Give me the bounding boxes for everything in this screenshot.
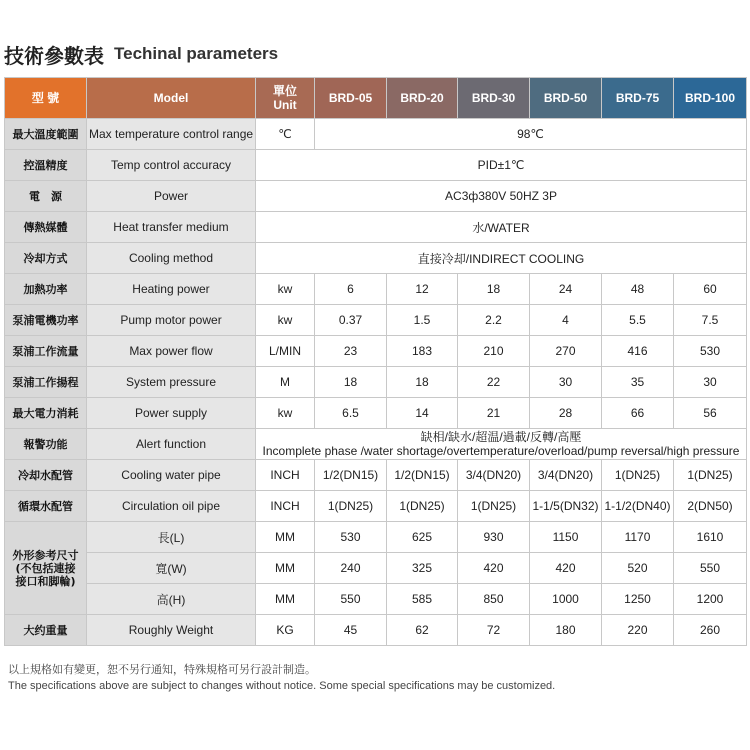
cell-value: 1000	[530, 584, 602, 615]
header-label: 型 號	[5, 78, 87, 119]
table-row	[5, 243, 747, 274]
table-row	[5, 429, 747, 460]
cell-value: 5.5	[602, 305, 674, 336]
header-unit	[256, 78, 315, 119]
cell-value: 1(DN25)	[458, 491, 530, 522]
row-unit: MM	[256, 553, 315, 584]
cell-value: 14	[387, 398, 458, 429]
page-title	[4, 40, 278, 68]
dims-label-line: 外形参考尺寸	[12, 548, 79, 562]
row-label: 加熱功率	[5, 274, 87, 305]
table-row	[5, 584, 747, 615]
cell-value: 6	[315, 274, 387, 305]
row-unit: ℃	[256, 119, 315, 150]
cell-value: 12	[387, 274, 458, 305]
alert-zh: 缺相/缺水/超温/過載/反轉/高壓	[420, 430, 582, 444]
cell-value: 220	[602, 615, 674, 646]
cell-value: 1170	[602, 522, 674, 553]
row-value: PID±1℃	[256, 150, 747, 181]
cell-value: 30	[674, 367, 747, 398]
header-unit-en: Unit	[273, 98, 297, 112]
cell-value: 23	[315, 336, 387, 367]
cell-value: 183	[387, 336, 458, 367]
row-name: Power	[87, 181, 256, 212]
row-label: 循環水配管	[5, 491, 87, 522]
cell-value: 550	[315, 584, 387, 615]
cell-value: 18	[458, 274, 530, 305]
row-name: 長(L)	[87, 522, 256, 553]
cell-value: 210	[458, 336, 530, 367]
cell-value: 1/2(DN15)	[315, 460, 387, 491]
title-zh: 技術參數表	[4, 43, 104, 68]
cell-value: 240	[315, 553, 387, 584]
cell-value: 7.5	[674, 305, 747, 336]
row-value: AC3ф380V 50HZ 3P	[256, 181, 747, 212]
header-model-5: BRD-75	[602, 78, 674, 119]
dims-label-line: 接口和脚輪)	[15, 574, 76, 588]
cell-value: 3/4(DN20)	[530, 460, 602, 491]
table-row	[5, 212, 747, 243]
cell-value: 416	[602, 336, 674, 367]
row-unit: L/MIN	[256, 336, 315, 367]
row-label: 最大電力消耗	[5, 398, 87, 429]
cell-value: 30	[530, 367, 602, 398]
cell-value: 850	[458, 584, 530, 615]
row-name: System pressure	[87, 367, 256, 398]
row-unit: MM	[256, 584, 315, 615]
table-row	[5, 398, 747, 429]
dims-label	[5, 522, 87, 615]
footer-zh: 以上規格如有變更，恕不另行通知，特殊規格可另行設計制造。	[8, 663, 316, 676]
header-model-1: BRD-05	[315, 78, 387, 119]
row-name: Alert function	[87, 429, 256, 460]
cell-value: 6.5	[315, 398, 387, 429]
row-label: 冷却方式	[5, 243, 87, 274]
row-name: Cooling method	[87, 243, 256, 274]
table-row	[5, 522, 747, 553]
alert-en: Incomplete phase /water shortage/overtemperature/overload/pump reversal/high pressure	[262, 444, 740, 458]
table-row	[5, 491, 747, 522]
cell-value: 45	[315, 615, 387, 646]
cell-value: 420	[458, 553, 530, 584]
row-unit: MM	[256, 522, 315, 553]
table-row	[5, 615, 747, 646]
header-unit-zh: 單位	[272, 84, 297, 98]
row-name: Temp control accuracy	[87, 150, 256, 181]
cell-value: 62	[387, 615, 458, 646]
header-row	[5, 78, 747, 119]
cell-value: 48	[602, 274, 674, 305]
cell-value: 24	[530, 274, 602, 305]
header-model-6: BRD-100	[674, 78, 747, 119]
spec-table	[4, 77, 747, 646]
row-name: 高(H)	[87, 584, 256, 615]
row-name: Power supply	[87, 398, 256, 429]
cell-value: 550	[674, 553, 747, 584]
cell-value: 1.5	[387, 305, 458, 336]
footer-en: The specifications above are subject to changes without notice. Some special specifications may be customized.	[8, 680, 556, 692]
table-row	[5, 119, 747, 150]
table-row	[5, 367, 747, 398]
cell-value: 35	[602, 367, 674, 398]
row-unit: INCH	[256, 491, 315, 522]
row-unit: kw	[256, 274, 315, 305]
cell-value: 270	[530, 336, 602, 367]
header-model-2: BRD-20	[387, 78, 458, 119]
table-row	[5, 305, 747, 336]
row-name: Roughly Weight	[87, 615, 256, 646]
row-label: 最大溫度範圍	[5, 119, 87, 150]
cell-value: 60	[674, 274, 747, 305]
cell-value: 18	[387, 367, 458, 398]
cell-value: 56	[674, 398, 747, 429]
cell-value: 520	[602, 553, 674, 584]
table-row	[5, 274, 747, 305]
row-name: Max power flow	[87, 336, 256, 367]
table-row	[5, 553, 747, 584]
cell-value: 1(DN25)	[387, 491, 458, 522]
dims-label-text	[7, 549, 84, 588]
row-name: Pump motor power	[87, 305, 256, 336]
row-name: 寬(W)	[87, 553, 256, 584]
cell-value: 3/4(DN20)	[458, 460, 530, 491]
cell-value: 21	[458, 398, 530, 429]
cell-value: 530	[674, 336, 747, 367]
cell-value: 585	[387, 584, 458, 615]
cell-value: 1-1/5(DN32)	[530, 491, 602, 522]
row-unit: INCH	[256, 460, 315, 491]
row-name: Max temperature control range	[87, 119, 256, 150]
header-model-4: BRD-50	[530, 78, 602, 119]
row-unit: KG	[256, 615, 315, 646]
cell-value: 1(DN25)	[315, 491, 387, 522]
table-row	[5, 460, 747, 491]
cell-value: 22	[458, 367, 530, 398]
row-unit: kw	[256, 305, 315, 336]
cell-value: 625	[387, 522, 458, 553]
table-row	[5, 150, 747, 181]
row-value: 直接冷却/INDIRECT COOLING	[256, 243, 747, 274]
row-label: 泵浦工作流量	[5, 336, 87, 367]
row-name: Cooling water pipe	[87, 460, 256, 491]
row-label: 泵浦電機功率	[5, 305, 87, 336]
cell-value: 1/2(DN15)	[387, 460, 458, 491]
cell-value: 260	[674, 615, 747, 646]
cell-value: 4	[530, 305, 602, 336]
cell-value: 1-1/2(DN40)	[602, 491, 674, 522]
cell-value: 1250	[602, 584, 674, 615]
cell-value: 28	[530, 398, 602, 429]
cell-value: 1(DN25)	[674, 460, 747, 491]
row-value: 水/WATER	[256, 212, 747, 243]
header-model-3: BRD-30	[458, 78, 530, 119]
dims-label-line: (不包括連接	[15, 561, 76, 575]
row-unit: M	[256, 367, 315, 398]
title-en: Techinal parameters	[114, 44, 279, 63]
cell-value: 1150	[530, 522, 602, 553]
row-label: 報警功能	[5, 429, 87, 460]
row-unit: kw	[256, 398, 315, 429]
row-label: 冷却水配管	[5, 460, 87, 491]
cell-value: 18	[315, 367, 387, 398]
cell-value: 2.2	[458, 305, 530, 336]
cell-value: 2(DN50)	[674, 491, 747, 522]
cell-value: 72	[458, 615, 530, 646]
row-value: 98℃	[315, 119, 747, 150]
row-name: Heat transfer medium	[87, 212, 256, 243]
row-name: Circulation oil pipe	[87, 491, 256, 522]
cell-value: 1610	[674, 522, 747, 553]
cell-value: 325	[387, 553, 458, 584]
row-name: Heating power	[87, 274, 256, 305]
row-value	[256, 429, 747, 460]
row-label: 控溫精度	[5, 150, 87, 181]
row-label: 電 源	[5, 181, 87, 212]
row-label: 泵浦工作揚程	[5, 367, 87, 398]
cell-value: 180	[530, 615, 602, 646]
cell-value: 66	[602, 398, 674, 429]
table-row	[5, 181, 747, 212]
cell-value: 420	[530, 553, 602, 584]
cell-value: 930	[458, 522, 530, 553]
row-label: 傳熱媒體	[5, 212, 87, 243]
row-label: 大约重量	[5, 615, 87, 646]
footer-notes	[8, 662, 555, 694]
cell-value: 1200	[674, 584, 747, 615]
cell-value: 1(DN25)	[602, 460, 674, 491]
cell-value: 0.37	[315, 305, 387, 336]
table-row	[5, 336, 747, 367]
cell-value: 530	[315, 522, 387, 553]
header-model: Model	[87, 78, 256, 119]
